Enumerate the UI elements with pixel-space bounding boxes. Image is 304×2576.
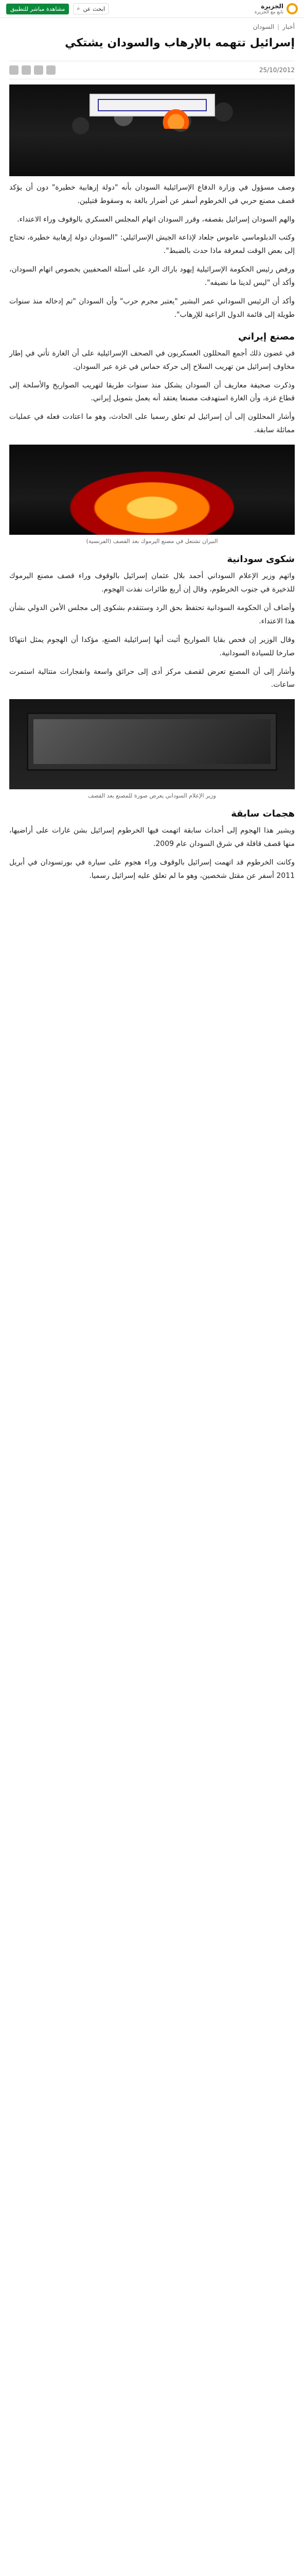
section-heading: هجمات سابقة: [231, 808, 295, 820]
breadcrumb-separator: |: [277, 23, 280, 30]
tv-screen: [27, 713, 277, 771]
breadcrumb: [9, 23, 295, 30]
top-bar: [0, 0, 304, 18]
article-date: 25/10/2012: [259, 66, 295, 74]
paragraph: ويشير هذا الهجوم إلى أحداث سابقة اتهمت فيها الخرطوم إسرائيل بشن غارات على أراضيها، منها قصف قافلة في شرق السودان عام 2009.: [9, 826, 295, 849]
paragraph: وأشار إلى أن المصنع تعرض لقصف مركز أدى إلى حرائق واسعة وانفجارات متتالية استمرت ساعات.: [9, 667, 295, 689]
paragraph: وأشار المحللون إلى أن إسرائيل لم تعلق رسميا على الحادث، وهو ما اعتادت فعله في عمليات مماثلة سابقة.: [9, 413, 295, 435]
paragraph: ورفض رئيس الحكومة الإسرائيلية إيهود باراك الرد على أسئلة الصحفيين بخصوص اتهام السودان، وأكد أن "ليس لدينا ما نضيفه".: [9, 265, 295, 287]
figure-caption: النيران تشتعل في مصنع اليرموك بعد القصف (الفرنسية): [86, 538, 218, 545]
paragraph: في غضون ذلك أجمع المحللون العسكريون في الصحف الإسرائيلية على أن الغارة تأتي في إطار مخاوف إسرائيل من تهريب السلاح إلى حركة حماس في غزة عبر السودان.: [9, 349, 295, 371]
paragraph: واتهم وزير الإعلام السوداني أحمد بلال عثمان إسرائيل بالوقوف وراء قصف مصنع اليرموك للذخيرة في جنوب الخرطوم، وقال إن أربع طائرات نفذت الهجوم.: [9, 572, 295, 594]
hero-fire: [158, 107, 194, 129]
topbar-left: [6, 3, 109, 14]
logo-subtitle: تابع مع الجزيرة: [254, 10, 283, 15]
paragraph: وأكد أن الرئيس السوداني عمر البشير "يعتبر مجرم حرب" وأن السودان "تم إدخاله منذ سنوات طويلة إلى قائمة الدول الراعية للإرهاب".: [9, 297, 295, 319]
figure-tv: [9, 699, 295, 789]
article-title: إسرائيل تتهمه بالإرهاب والسودان يشتكي: [65, 37, 295, 49]
app-button[interactable]: مشاهدة مباشر للتطبيق: [6, 4, 69, 14]
article-meta: [9, 61, 295, 79]
section-heading: شكوى سودانية: [227, 554, 295, 565]
search-icon: ⌕: [77, 5, 80, 12]
breadcrumb-section[interactable]: السودان: [253, 23, 275, 30]
paragraph: وقال الوزير إن فحص بقايا الصواريخ أثبت أنها إسرائيلية الصنع، مؤكدا أن الهجوم يمثل انتهاكا صارخا للسيادة السودانية.: [9, 635, 295, 657]
search-label: ابحث عن: [83, 5, 105, 12]
share-buttons: [9, 65, 56, 75]
breadcrumb-home[interactable]: أخبار: [282, 23, 295, 30]
hero-image: [9, 84, 295, 176]
logo-name: الجزيرة: [261, 3, 283, 10]
paragraph: وصف مسؤول في وزارة الدفاع الإسرائيلية السودان بأنه "دولة إرهابية خطيرة" دون أن يؤكد قصف مصنع حربي في الخرطوم أسفر عن أضرار بالغة به وسقوط قتيلين.: [9, 183, 295, 205]
section-heading: مصنع إيراني: [238, 331, 295, 342]
figure-fire: [9, 445, 295, 535]
search-field[interactable]: [73, 3, 109, 14]
paragraph: وذكرت صحيفة معاريف أن السودان يشكل منذ سنوات طريقا لتهريب الصواريخ والأسلحة إلى قطاع غزة، وأن الغارة استهدفت مصنعا يعتقد أنه يعمل بتمويل إيراني.: [9, 381, 295, 403]
paragraph: وكانت الخرطوم قد اتهمت إسرائيل بالوقوف وراء هجوم على سيارة في بورتسودان في أبريل 2011 أسفر عن مقتل شخصين، وهو ما لم تعلق عليه إسرائيل رسميا.: [9, 858, 295, 880]
paragraph: وأضاف أن الحكومة السودانية تحتفظ بحق الرد وستتقدم بشكوى إلى مجلس الأمن الدولي بشأن هذا الاعتداء.: [9, 603, 295, 625]
paragraph: وكتب الدبلوماسي عاموس جلعاد لإذاعة الجيش الإسرائيلي: "السودان دولة إرهابية خطيرة، تحتاج إلى بعض الوقت لمعرفة ماذا حدث بالضبط".: [9, 233, 295, 256]
article-content: [0, 18, 304, 909]
share-email-icon[interactable]: [46, 65, 56, 75]
share-twitter-icon[interactable]: [22, 65, 31, 75]
logo-icon: [287, 3, 298, 14]
paragraph: والهم السودان إسرائيل بقصفه، وقرر السودان اتهام المجلس العسكري بالوقوف وراء الاعتداء.: [17, 215, 295, 224]
share-facebook-icon[interactable]: [9, 65, 19, 75]
logo-text: [255, 3, 283, 15]
logo[interactable]: [255, 3, 298, 15]
hero-banner: [90, 94, 215, 116]
figure-caption: وزير الإعلام السوداني يعرض صورة للمصنع بعد القصف: [88, 792, 216, 800]
share-whatsapp-icon[interactable]: [34, 65, 43, 75]
